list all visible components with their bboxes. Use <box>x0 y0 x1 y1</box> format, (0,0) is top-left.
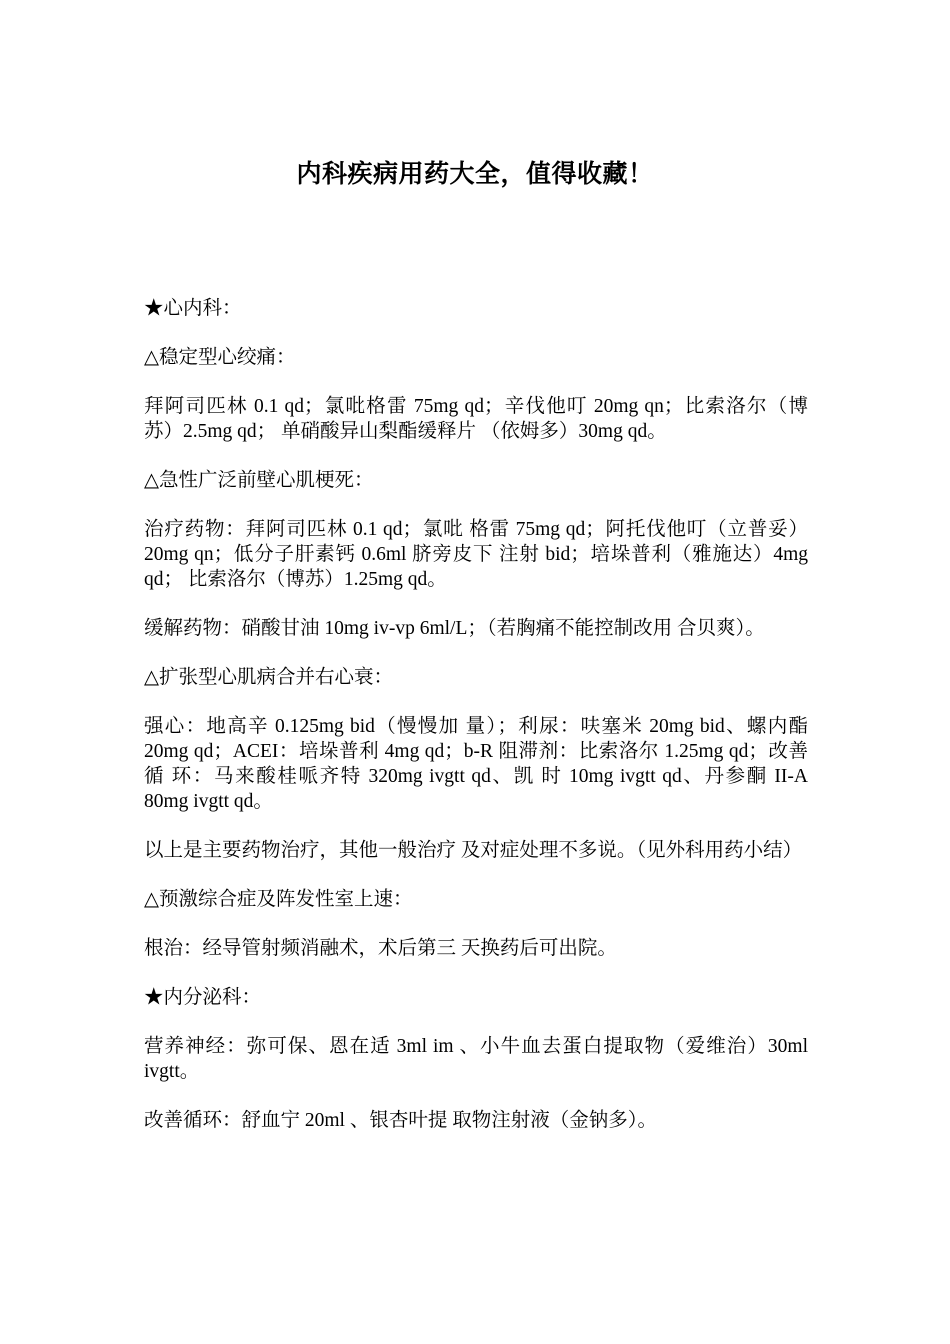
subheading-preexcitation: △预激综合症及阵发性室上速： <box>144 889 413 910</box>
section-heading-endocrinology: ★内分泌科： <box>144 987 262 1008</box>
paragraph-dilated-cardiomyopathy-drugs: 强心：地高辛 0.125mg bid（慢慢加 量）；利尿：呋塞米 20mg bid、螺内酯 20mg qd；ACEI：培垛普利 4mg qd；b-R 阻滞剂：比索洛尔 1.25mg qd；改善循 环：马来酸桂哌齐特 320mg ivgtt qd、凯 时 10mg ivgtt qd、丹参酮 II-A 80mg ivgtt qd。 <box>144 716 808 812</box>
paragraph-radical-treatment: 根治：经导管射频消融术，术后第三 天换药后可出院。 <box>144 938 617 959</box>
subheading-stable-angina: △稳定型心绞痛： <box>144 347 296 368</box>
subheading-acute-mi: △急性广泛前壁心肌梗死： <box>144 470 374 491</box>
paragraph-other-treatment-note: 以上是主要药物治疗，其他一般治疗 及对症处理不多说。（见外科用药小结） <box>144 840 803 861</box>
paragraph-circulation-improvement: 改善循环：舒血宁 20ml 、银杏叶提 取物注射液（金钠多）。 <box>144 1110 657 1131</box>
subheading-dilated-cardiomyopathy: △扩张型心肌病合并右心衰： <box>144 667 393 688</box>
paragraph-nerve-nutrition: 营养神经：弥可保、恩在适 3ml im 、小牛血去蛋白提取物（爱维治）30ml ivgtt。 <box>144 1036 808 1082</box>
document-body <box>144 296 808 1157</box>
section-heading-cardiology: ★心内科： <box>144 298 242 319</box>
paragraph-acute-mi-treatment: 治疗药物：拜阿司匹林 0.1 qd；氯吡 格雷 75mg qd；阿托伐他叮（立普妥）20mg qn；低分子肝素钙 0.6ml 脐旁皮下 注射 bid；培垛普利（雅施达）4mg qd； 比索洛尔（博苏）1.25mg qd。 <box>144 519 808 590</box>
paragraph-stable-angina-drugs: 拜阿司匹林 0.1 qd；氯吡格雷 75mg qd；辛伐他叮 20mg qn；比索洛尔（博 苏）2.5mg qd； 单硝酸异山梨酯缓释片 （依姆多）30mg qd。 <box>144 396 808 442</box>
document-title: 内科疾病用药大全，值得收藏！ <box>296 161 654 188</box>
paragraph-acute-mi-relief: 缓解药物：硝酸甘油 10mg iv-vp 6ml/L；（若胸痛不能控制改用 合贝爽）。 <box>144 618 765 639</box>
